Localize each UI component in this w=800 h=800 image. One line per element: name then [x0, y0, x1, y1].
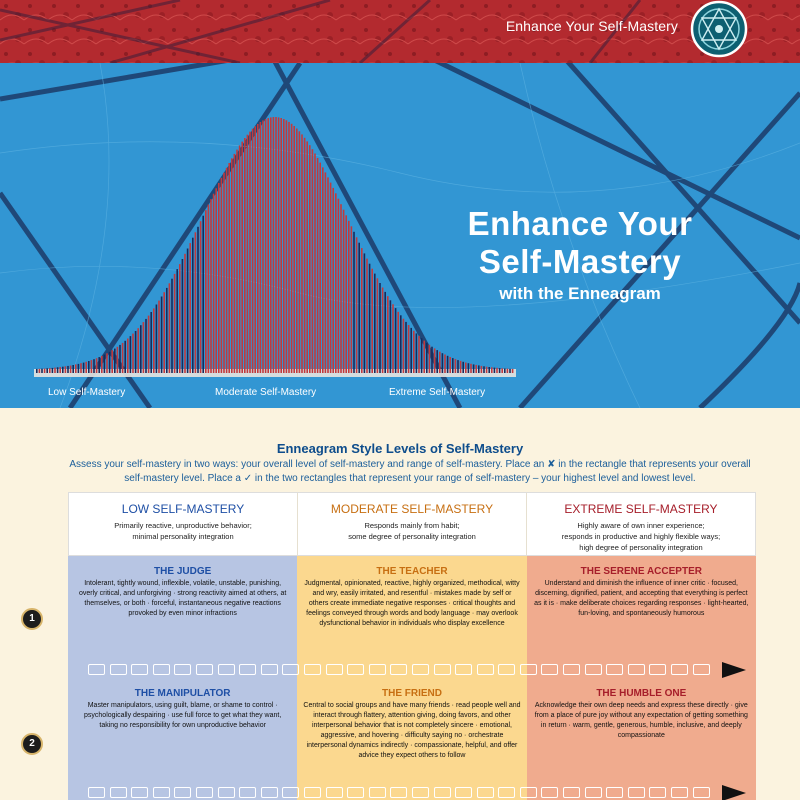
curve-bar	[473, 364, 475, 373]
curve-bar	[36, 369, 38, 373]
curve-bar	[143, 322, 145, 373]
rating-box[interactable]	[585, 664, 602, 675]
curve-bar	[93, 359, 95, 373]
curve-bar	[231, 158, 233, 373]
curve-bar	[416, 333, 418, 373]
curve-bar	[122, 343, 124, 373]
curve-bar	[418, 336, 420, 373]
curve-bar	[109, 352, 111, 373]
curve-bar	[278, 117, 280, 373]
enneagram-logo	[690, 0, 748, 58]
cell-text: Master manipulators, using guilt, blame, or shame to control · psychologically despairing · use full force to get what they want, taking no responsibility for own unproductive behavior	[84, 702, 282, 729]
cell-text: Judgmental, opinionated, reactive, highly organized, methodical, witty and wry, easily irritated, and resentful · mistakes made by self or others create immediate negative responses · critical thoughts and feelings conveyed through words and body language · may overlook dysfunctional behavior in individuals who display excellence	[304, 580, 520, 627]
curve-bar	[98, 357, 100, 373]
curve-bar	[270, 117, 272, 373]
curve-bar	[111, 350, 113, 373]
curve-bar	[395, 308, 397, 373]
curve-bar	[470, 364, 472, 373]
curve-bar	[267, 118, 269, 373]
rating-box[interactable]	[347, 787, 364, 798]
curve-bar	[239, 146, 241, 374]
curve-bar	[483, 366, 485, 373]
hero-subtitle: with the Enneagram	[499, 284, 661, 303]
curve-bar	[478, 365, 480, 373]
curve-bar	[286, 120, 288, 373]
curve-bar	[364, 253, 366, 373]
rating-box[interactable]	[131, 664, 148, 675]
curve-bar	[319, 163, 321, 373]
cell-text: Acknowledge their own deep needs and express these directly · give from a place of pure joy without any expectation of getting something in return · warm, gentle, generous, humble, inclusive, and deeply compassionate	[534, 702, 748, 739]
levels-header-row	[68, 492, 756, 556]
rating-box[interactable]	[412, 787, 429, 798]
curve-bar	[247, 135, 249, 373]
rating-box[interactable]	[412, 664, 429, 675]
curve-bar	[200, 221, 202, 373]
curve-bar	[223, 173, 225, 373]
curve-bar	[392, 304, 394, 373]
rating-box[interactable]	[649, 787, 666, 798]
level-header-low	[69, 493, 297, 555]
curve-bar	[293, 126, 295, 373]
curve-bar	[80, 363, 82, 373]
curve-bar	[507, 369, 509, 373]
rating-box[interactable]	[563, 787, 580, 798]
curve-bar	[101, 356, 103, 373]
rating-box[interactable]	[563, 664, 580, 675]
curve-bar	[343, 210, 345, 373]
rating-box[interactable]	[541, 787, 558, 798]
curve-bar	[455, 359, 457, 373]
curve-bar	[356, 237, 358, 373]
rating-box[interactable]	[304, 664, 321, 675]
curve-bar	[280, 118, 282, 373]
curve-bar	[265, 119, 267, 373]
curve-bar	[52, 368, 54, 373]
type-row-1	[68, 556, 756, 662]
curve-bar	[465, 363, 467, 374]
curve-bar	[499, 368, 501, 373]
curve-bar	[114, 349, 116, 373]
rating-boxes-row-2	[68, 785, 756, 799]
curve-bar	[460, 361, 462, 373]
curve-bar	[176, 269, 178, 373]
level-desc-moderate-1: Responds mainly from habit;	[364, 521, 460, 530]
curve-label-moderate: Moderate Self-Mastery	[215, 387, 317, 398]
curve-bar	[44, 369, 46, 374]
level-desc-extreme-1: Highly aware of own inner experience;	[577, 521, 705, 530]
row-number-1: 1	[21, 608, 43, 630]
rating-box[interactable]	[261, 787, 278, 798]
rating-box[interactable]	[110, 787, 127, 798]
curve-bar	[332, 188, 334, 373]
rating-box[interactable]	[218, 664, 235, 675]
curve-bar	[54, 368, 56, 373]
rating-box[interactable]	[541, 664, 558, 675]
curve-bar	[205, 210, 207, 373]
rating-box[interactable]	[174, 664, 191, 675]
curve-bar	[179, 264, 181, 373]
arrow-right-icon	[722, 662, 746, 678]
curve-bar	[150, 312, 152, 373]
curve-bar	[153, 308, 155, 373]
curve-bar	[62, 367, 64, 373]
curve-bar	[384, 292, 386, 373]
curve-bar	[462, 362, 464, 373]
cell-title: THE HUMBLE ONE	[596, 688, 687, 699]
curve-bar	[374, 274, 376, 373]
curve-bar	[83, 363, 85, 373]
curve-bar	[309, 145, 311, 373]
curve-bar	[260, 122, 262, 373]
curve-bar	[494, 368, 496, 373]
curve-bar	[512, 369, 514, 373]
cell-title: THE MANIPULATOR	[134, 688, 231, 699]
curve-bar	[104, 355, 106, 373]
cell-title: THE JUDGE	[154, 566, 212, 577]
cell-low-1	[68, 556, 297, 662]
curve-bar	[244, 138, 246, 373]
curve-bar	[291, 124, 293, 373]
curve-bar	[221, 178, 223, 373]
curve-bar	[421, 338, 423, 373]
curve-bar	[184, 254, 186, 373]
curve-bar	[366, 259, 368, 373]
curve-bar	[213, 194, 215, 373]
curve-bar	[210, 199, 212, 373]
curve-bar	[314, 154, 316, 374]
curve-bar	[75, 364, 77, 373]
curve-bar	[325, 172, 327, 373]
rating-box[interactable]	[390, 664, 407, 675]
curve-bar	[236, 150, 238, 373]
rating-box[interactable]	[520, 787, 537, 798]
curve-bar	[88, 361, 90, 373]
rating-box[interactable]	[369, 787, 386, 798]
rating-box[interactable]	[693, 787, 710, 798]
curve-bar	[148, 316, 150, 373]
rating-box[interactable]	[455, 664, 472, 675]
curve-bar	[387, 296, 389, 373]
curve-bar	[340, 204, 342, 373]
curve-bar	[447, 356, 449, 373]
curve-bar	[163, 292, 165, 373]
curve-bar	[468, 363, 470, 373]
curve-bar	[65, 366, 67, 373]
rating-box[interactable]	[282, 664, 299, 675]
rating-box[interactable]	[369, 664, 386, 675]
curve-bar	[408, 325, 410, 373]
curve-bar	[85, 362, 87, 373]
curve-bar	[169, 283, 171, 373]
hero-title-line1: Enhance Your	[467, 205, 693, 242]
curve-bar	[330, 183, 332, 373]
level-desc-moderate-2: some degree of personality integration	[348, 532, 476, 541]
curve-bar	[254, 126, 256, 373]
curve-bar	[119, 345, 121, 373]
rating-box[interactable]	[390, 787, 407, 798]
rating-box[interactable]	[131, 787, 148, 798]
curve-bar	[249, 132, 251, 373]
curve-bar	[423, 341, 425, 373]
type-row-2	[68, 678, 756, 786]
curve-bar	[501, 368, 503, 373]
curve-bar	[304, 138, 306, 373]
curve-bar	[96, 358, 98, 373]
curve-bar	[439, 352, 441, 373]
cell-extreme-1	[527, 556, 756, 662]
rating-box[interactable]	[434, 664, 451, 675]
rating-box[interactable]	[606, 787, 623, 798]
rating-box[interactable]	[153, 787, 170, 798]
curve-bar	[283, 119, 285, 373]
rating-box[interactable]	[88, 787, 105, 798]
level-desc-low-2: minimal personality integration	[132, 532, 234, 541]
banner-texture	[0, 0, 800, 63]
curve-bar	[171, 279, 173, 373]
rating-box[interactable]	[455, 787, 472, 798]
curve-bar	[197, 227, 199, 373]
rating-box[interactable]	[153, 664, 170, 675]
curve-bar	[327, 177, 329, 373]
cell-low-2	[68, 678, 297, 786]
curve-bar	[431, 347, 433, 373]
curve-bar	[72, 365, 74, 373]
curve-bar	[301, 134, 303, 373]
level-desc-low-1: Primarily reactive, unproductive behavior;	[114, 521, 252, 530]
curve-bar	[137, 328, 139, 373]
rating-box[interactable]	[671, 664, 688, 675]
rating-box[interactable]	[88, 664, 105, 675]
curve-bar	[317, 158, 319, 373]
rating-box[interactable]	[498, 787, 515, 798]
curve-bar	[273, 117, 275, 373]
rating-box[interactable]	[261, 664, 278, 675]
hero	[0, 63, 800, 408]
curve-bar	[182, 259, 184, 373]
curve-bar	[369, 264, 371, 373]
cell-text: Central to social groups and have many friends · read people well and interact through flattery, attention giving, doing favors, and other interpersonal behavior that is not completely sincere · emotional, aggressive, and hovering · difficulty saying no · orchestrate interpersonal dynamics indirectly · compassionate, helpful, and offer advice they expect others to follow	[303, 702, 521, 759]
level-header-extreme	[526, 493, 755, 555]
levels-section	[0, 408, 800, 800]
curve-bar	[403, 319, 405, 373]
curve-bar	[208, 205, 210, 373]
rating-box[interactable]	[110, 664, 127, 675]
curve-bar	[241, 142, 243, 373]
curve-bar	[379, 283, 381, 373]
level-title-moderate: MODERATE SELF-MASTERY	[330, 502, 494, 516]
curve-bar	[457, 360, 459, 373]
curve-bar	[187, 249, 189, 374]
cell-title: THE SERENE ACCEPTER	[580, 566, 702, 577]
rating-box[interactable]	[585, 787, 602, 798]
hero-title	[440, 205, 720, 281]
levels-table	[68, 492, 756, 800]
curve-bar	[174, 274, 176, 373]
curve-bar	[442, 353, 444, 373]
cell-title: THE FRIEND	[381, 688, 442, 699]
curve-bar	[127, 339, 129, 374]
rating-box[interactable]	[174, 787, 191, 798]
curve-bar	[275, 117, 277, 373]
curve-bar	[70, 366, 72, 374]
hero-title-line2: Self-Mastery	[478, 243, 682, 280]
curve-bar	[195, 232, 197, 373]
rating-box[interactable]	[477, 664, 494, 675]
curve-bar	[67, 366, 69, 373]
cell-text: Understand and diminish the influence of inner critic · focused, discerning, dignified, patient, and accepting that everything is perfect as it is · make deliberate choices regarding responses · light-hearted, fun-loving, and spontaneously humorous	[534, 580, 749, 617]
rating-box[interactable]	[347, 664, 364, 675]
curve-bar	[353, 232, 355, 373]
level-desc-extreme-2: responds in productive and highly flexible ways;	[561, 532, 721, 541]
curve-bar	[46, 368, 48, 373]
curve-bar	[377, 278, 379, 373]
curve-bar	[358, 243, 360, 373]
curve-bar	[166, 288, 168, 373]
arrow-right-icon	[722, 785, 746, 800]
rating-box[interactable]	[196, 664, 213, 675]
curve-bar	[288, 122, 290, 373]
cell-moderate-1	[297, 556, 526, 662]
rating-boxes-row-1	[68, 662, 756, 676]
curve-bar	[444, 355, 446, 374]
curve-bar	[322, 167, 324, 373]
curve-bar	[161, 297, 163, 374]
curve-bar	[228, 163, 230, 373]
curve-bar	[192, 238, 194, 373]
row-number-2: 2	[21, 733, 43, 755]
curve-bar	[306, 141, 308, 373]
rating-box[interactable]	[196, 787, 213, 798]
rating-box[interactable]	[477, 787, 494, 798]
curve-bar	[189, 243, 191, 373]
curve-bar	[145, 319, 147, 373]
rating-box[interactable]	[239, 664, 256, 675]
curve-bar	[132, 334, 134, 373]
curve-bar	[158, 301, 160, 373]
rating-box[interactable]	[218, 787, 235, 798]
curve-bar	[429, 345, 431, 373]
curve-bar	[91, 360, 93, 373]
curve-bar	[436, 350, 438, 373]
rating-box[interactable]	[239, 787, 256, 798]
curve-bar	[135, 331, 137, 373]
level-title-low: LOW SELF-MASTERY	[121, 502, 245, 516]
rating-box[interactable]	[282, 787, 299, 798]
rating-box[interactable]	[326, 787, 343, 798]
curve-bar	[486, 367, 488, 373]
curve-bar	[488, 367, 490, 373]
curve-bar	[491, 367, 493, 373]
cell-extreme-2	[527, 678, 756, 786]
level-title-extreme: EXTREME SELF-MASTERY	[564, 502, 718, 516]
curve-bar	[117, 347, 119, 373]
curve-bar	[382, 288, 384, 374]
rating-box[interactable]	[628, 787, 645, 798]
curve-label-low: Low Self-Mastery	[48, 387, 126, 398]
curve-bar	[361, 248, 363, 373]
curve-bar	[59, 367, 61, 373]
curve-bar	[156, 305, 158, 374]
rating-box[interactable]	[628, 664, 645, 675]
section-title: Enneagram Style Levels of Self-Mastery	[276, 441, 524, 456]
curve-bar	[49, 368, 51, 373]
curve-bar	[218, 183, 220, 373]
curve-bar	[434, 348, 436, 373]
rating-box[interactable]	[693, 664, 710, 675]
curve-bar	[400, 315, 402, 373]
curve-bar	[338, 199, 340, 373]
level-desc-extreme-3: high degree of personality integration	[579, 543, 703, 552]
curve-bar	[130, 336, 132, 373]
curve-bar	[509, 369, 511, 373]
curve-bar	[390, 300, 392, 373]
level-header-moderate	[297, 493, 526, 555]
curve-bar	[257, 124, 259, 373]
curve-bar	[475, 365, 477, 373]
curve-bar	[371, 269, 373, 373]
rating-box[interactable]	[304, 787, 321, 798]
curve-bar	[202, 216, 204, 373]
rating-box[interactable]	[326, 664, 343, 675]
curve-bar	[39, 369, 41, 373]
rating-box[interactable]	[671, 787, 688, 798]
rating-box[interactable]	[649, 664, 666, 675]
curve-bar	[262, 120, 264, 373]
curve-bar	[140, 325, 142, 373]
top-banner	[0, 0, 800, 63]
curve-bar	[413, 331, 415, 373]
header-title: Enhance Your Self-Mastery	[505, 18, 678, 34]
curve-bar	[397, 312, 399, 373]
rating-box[interactable]	[520, 664, 537, 675]
curve-label-extreme: Extreme Self-Mastery	[389, 387, 486, 398]
curve-bar	[41, 369, 43, 373]
curve-bar	[348, 221, 350, 373]
curve-bar	[312, 149, 314, 373]
curve-bar	[226, 168, 228, 373]
curve-bar	[452, 358, 454, 373]
rating-box[interactable]	[498, 664, 515, 675]
rating-box[interactable]	[606, 664, 623, 675]
curve-bar	[78, 364, 80, 373]
rating-box[interactable]	[434, 787, 451, 798]
curve-bar	[481, 366, 483, 373]
curve-bar	[335, 193, 337, 373]
curve-bar	[496, 368, 498, 373]
cell-title: THE TEACHER	[376, 566, 448, 577]
curve-bar	[124, 341, 126, 373]
curve-bar	[410, 328, 412, 373]
curve-bar	[296, 129, 298, 374]
curve-bar	[234, 154, 236, 373]
curve-bar	[405, 322, 407, 373]
cell-text: Intolerant, tightly wound, inflexible, volatile, unstable, punishing, overly critical, and unforgiving · strong reactivity aimed at others, at themselves, or both · forceful, instantaneous negative reactions provoked by even minor infractions	[78, 580, 287, 617]
curve-bar	[299, 131, 301, 373]
curve-bar	[252, 129, 254, 373]
curve-bar	[215, 188, 217, 373]
curve-bar	[351, 226, 353, 373]
curve-bar	[426, 343, 428, 373]
curve-bar	[345, 215, 347, 373]
cell-moderate-2	[297, 678, 526, 786]
curve-bar	[106, 353, 108, 373]
curve-bar	[504, 369, 506, 374]
curve-bar	[449, 357, 451, 373]
section-instructions: Assess your self-mastery in two ways: your overall level of self-mastery and range of self-mastery. Place an ✘ in the rectangle that represents your overall self-mastery level. Place a ✓ in the two rectangles that represent your range of self-mastery – your highest level and lowest level.	[69, 459, 751, 484]
curve-bar	[57, 367, 59, 373]
